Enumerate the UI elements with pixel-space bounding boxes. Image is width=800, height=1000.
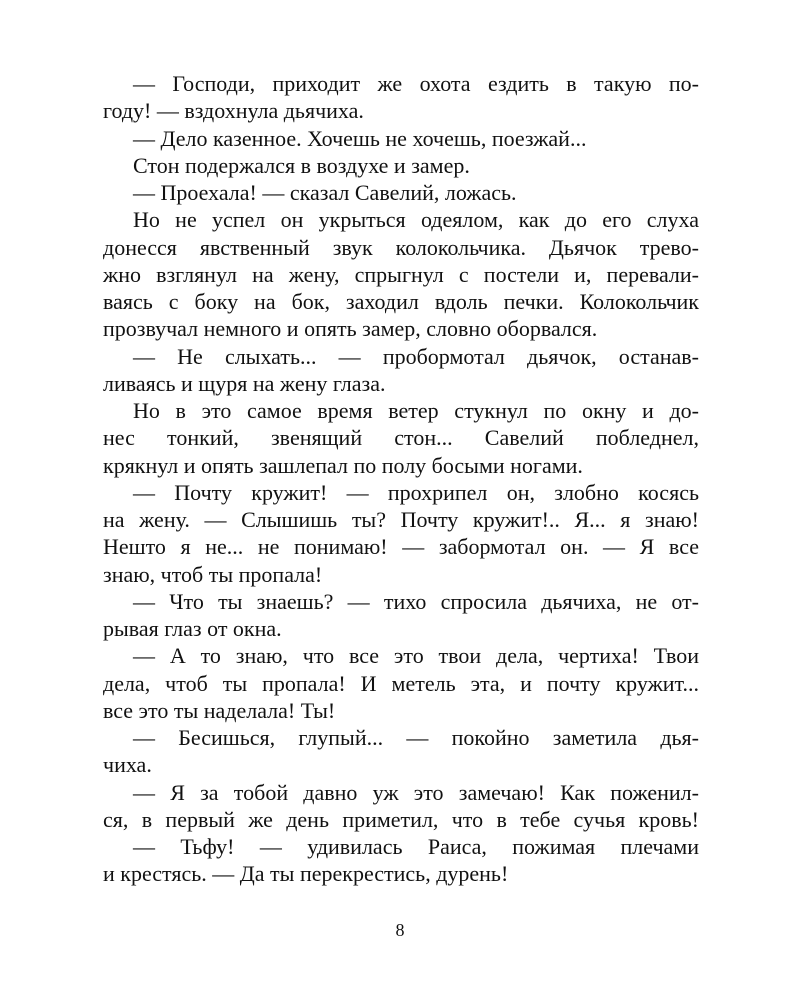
text-line: рывая глаз от окна. <box>103 616 282 641</box>
text-line: Нешто я не... не понимаю! — забормотал он. — Я все <box>103 534 699 560</box>
text-line: — Проехала! — сказал Савелий, ложась. <box>133 180 517 205</box>
text-line: Но не успел он укрыться одеялом, как до его слуха <box>133 207 699 233</box>
text-line: — Что ты знаешь? — тихо спросила дьячиха, не от- <box>133 588 699 614</box>
text-line: — А то знаю, что все это твои дела, чертиха! Твои <box>133 643 699 669</box>
text-line: году! — вздохнула дьячиха. <box>103 98 364 124</box>
text-line: нес тонкий, звенящий стон... Савелий побледнел, <box>103 425 699 451</box>
text-line: на жену. — Слышишь ты? Почту кружит!.. Я... я знаю! <box>103 507 699 532</box>
text-line: донесся явственный звук колокольчика. Дьячок трево- <box>103 234 699 260</box>
text-line: — Почту кружит! — прохрипел он, злобно косясь <box>133 479 699 505</box>
text-line: ливаясь и щуря на жену глаза. <box>103 370 386 396</box>
text-line: ся, в первый же день приметил, что в тебе сучья кровь! <box>103 806 699 832</box>
text-line: и крестясь. — Да ты перекрестись, дурень! <box>103 861 509 887</box>
text-line: крякнул и опять зашлепал по полу босыми ногами. <box>103 452 583 478</box>
text-line: — Не слыхать... — пробормотал дьячок, останав- <box>133 343 699 369</box>
text-line: чиха. <box>103 752 152 778</box>
text-line: все это ты наделала! Ты! <box>103 697 336 723</box>
text-line: прозвучал немного и опять замер, словно оборвался. <box>103 316 598 342</box>
text-line: — Тьфу! — удивилась Раиса, пожимая плечами <box>133 834 699 859</box>
text-line: — Господи, приходит же охота ездить в такую по- <box>133 71 699 96</box>
text-line: знаю, чтоб ты пропала! <box>103 561 323 587</box>
text-line: ваясь с боку на бок, заходил вдоль печки. Колокольчик <box>103 289 699 314</box>
page-number: 8 <box>395 920 405 940</box>
text-line: — Я за тобой давно уж это замечаю! Как поженил- <box>133 779 699 805</box>
text-line: Стон подержался в воздухе и замер. <box>133 152 470 178</box>
text-line: — Бесишься, глупый... — покойно заметила дья- <box>133 725 699 750</box>
text-line: Но в это самое время ветер стукнул по окну и до- <box>133 398 699 423</box>
text-line: жно взглянул на жену, спрыгнул с постели и, перевали- <box>103 261 699 287</box>
body-text <box>103 70 699 888</box>
text-line: дела, чтоб ты пропала! И метель эта, и почту кружит... <box>103 670 699 696</box>
text-line: — Дело казенное. Хочешь не хочешь, поезжай... <box>133 125 587 151</box>
